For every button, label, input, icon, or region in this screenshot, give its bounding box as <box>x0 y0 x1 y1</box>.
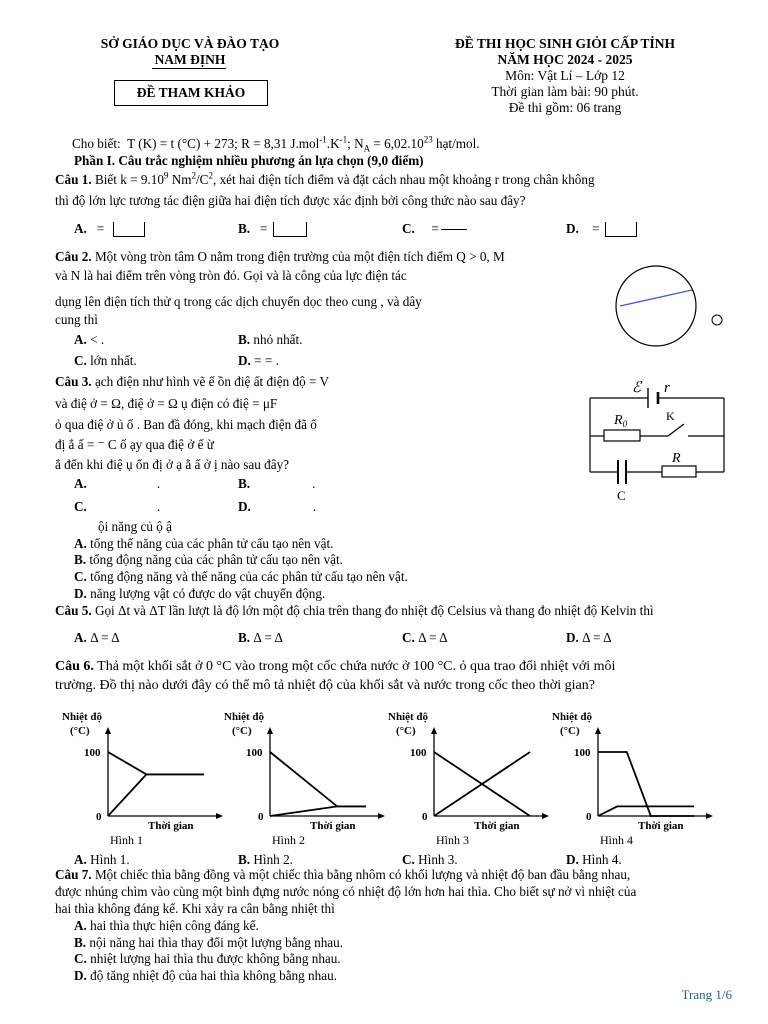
q7-option-d[interactable]: D. độ tăng nhiệt độ của hai thìa không bằng nhau. <box>74 968 337 983</box>
part1-title: Phần I. Câu trắc nghiệm nhiều phương án lựa chọn (9,0 điểm) <box>74 153 424 168</box>
graph-3-tick-0: 0 <box>422 811 428 823</box>
graph-4-xarrow <box>706 813 713 819</box>
given-constants: Cho biết: T (K) = t (°C) + 273; R = 8,31 $J.mol^{-1}.K^{-1}$; $N_A = 6,02.10^{23}$ hạt/mol. <box>72 134 480 154</box>
q7-option-b[interactable]: B. nội năng hai thìa thay đổi một lượng bằng nhau. <box>74 935 344 950</box>
question-7-line-1: Câu 7. Một chiếc thìa bằng đồng và một chiếc thìa bằng nhôm có khối lượng và nhiệt độ ban đầu bằng nhau, <box>55 867 631 882</box>
q1-option-d[interactable]: D. = <box>566 221 637 237</box>
q3-option-b[interactable]: B. . <box>238 476 316 491</box>
question-2-line-4: cung thì <box>55 312 98 327</box>
graph-4-caption: Hình 4 <box>600 833 633 847</box>
graph-3-xarrow <box>542 813 549 819</box>
q3-option-c[interactable]: C. . <box>74 499 161 514</box>
q1-option-c[interactable]: C. = <box>402 221 469 237</box>
question-1-line-1: Câu 1. Biết $k = 9.10^9$ $Nm^2/C^2$, xét hai điện tích điểm và đặt cách nhau một khoảng r trong chân không <box>55 170 595 187</box>
q6-option-a[interactable]: A. Hình 1. <box>74 852 130 867</box>
department-line-2: NAM ĐỊNH <box>154 52 226 67</box>
exam-time: Thời gian làm bài: 90 phút. <box>491 84 639 99</box>
graph-4-tick-0: 0 <box>586 811 592 823</box>
question-2-line-1: Câu 2. Một vòng tròn tâm O nằm trong điện trường của một điện tích điểm Q > 0, M <box>55 249 505 264</box>
graph-1-ylabel: Nhiệt độ <box>62 711 103 723</box>
graph-4-yunit: (°C) <box>560 725 580 737</box>
graph-3-caption: Hình 3 <box>436 833 469 847</box>
internal-resistance-label: r <box>664 380 670 396</box>
q2-option-b[interactable]: B. nhỏ nhất. <box>238 332 303 347</box>
graph-2-yunit: (°C) <box>232 725 252 737</box>
fraction-bar <box>441 229 467 230</box>
exam-subject: Môn: Vật Lí – Lớp 12 <box>505 68 625 83</box>
graph-3-tick-100: 100 <box>410 747 427 759</box>
graph-4-xlabel: Thời gian <box>638 820 684 832</box>
question-2-line-3: dụng lên điện tích thử q trong các dịch chuyển dọc theo cung , và dây <box>55 294 422 309</box>
q6-graphs <box>56 706 736 852</box>
graph-3-ylabel: Nhiệt độ <box>388 711 429 723</box>
q4-option-d[interactable]: D. năng lượng vật có được do vật chuyển động. <box>74 586 326 601</box>
graph-4-ylabel: Nhiệt độ <box>552 711 593 723</box>
q3-option-a[interactable]: A. . <box>74 476 161 491</box>
header-underline <box>152 68 226 69</box>
q5-option-b[interactable]: B. Δ = Δ <box>238 630 283 645</box>
r-label: R <box>672 451 681 466</box>
graph-1-yarrow <box>105 727 111 734</box>
graph-2-curve-2 <box>270 806 366 816</box>
chord-line <box>620 290 692 306</box>
q6-option-d[interactable]: D. Hình 4. <box>566 852 622 867</box>
q6-option-b[interactable]: B. Hình 2. <box>238 852 293 867</box>
q6-option-c[interactable]: C. Hình 3. <box>402 852 458 867</box>
question-5-text: Câu 5. Gọi Δt và ΔT lần lượt là độ lớn một độ chia trên thang đo nhiệt độ Celsius và thang đo nhiệt độ Kelvin thì <box>55 603 654 618</box>
q2-option-a[interactable]: A. < . <box>74 332 105 347</box>
circuit-diagram <box>584 374 734 504</box>
switch-k <box>668 424 684 436</box>
graph-3-xlabel: Thời gian <box>474 820 520 832</box>
graph-4-yarrow <box>595 727 601 734</box>
emf-symbol: ℰ <box>632 380 642 396</box>
abs-value-fraction <box>113 222 145 237</box>
graph-3-yunit: (°C) <box>396 725 416 737</box>
q5-option-a[interactable]: A. Δ = Δ <box>74 630 120 645</box>
graph-2-curve-1 <box>270 752 366 806</box>
question-6-line-1: Câu 6. Thả một khối sắt ở 0 °C vào trong một cốc chứa nước ở 100 °C. ỏ qua trao đổi nhiệt với môi <box>55 659 616 674</box>
graph-2-xarrow <box>378 813 385 819</box>
exam-title: ĐỀ THI HỌC SINH GIỎI CẤP TỈNH <box>454 36 676 51</box>
q6-graphs-svg <box>56 706 736 852</box>
q4-option-b[interactable]: B. tổng động năng của các phân tử cấu tạo nên vật. <box>74 552 343 567</box>
graph-3-yarrow <box>431 727 437 734</box>
school-year: NĂM HỌC 2024 - 2025 <box>497 52 633 67</box>
graph-1-tick-100: 100 <box>84 747 101 759</box>
q7-option-a[interactable]: A. hai thìa thực hiện công đáng kể. <box>74 918 259 933</box>
graph-1-xarrow <box>216 813 223 819</box>
q5-option-c[interactable]: C. Δ = Δ <box>402 630 448 645</box>
q5-option-d[interactable]: D. Δ = Δ <box>566 630 612 645</box>
graph-2-caption: Hình 2 <box>272 833 305 847</box>
graph-1-tick-0: 0 <box>96 811 102 823</box>
question-4-stem: ội năng củ ộ ậ <box>98 519 172 534</box>
exam-header <box>385 36 745 116</box>
field-circle <box>616 266 696 346</box>
graph-4-tick-100: 100 <box>574 747 591 759</box>
circle-field-diagram <box>608 256 728 356</box>
reference-exam-box: ĐỀ THAM KHẢO <box>114 80 268 106</box>
q2-option-d[interactable]: D. = = . <box>238 353 279 368</box>
question-7-line-2: được nhúng chìm vào cùng một bình đựng nước nóng có nhiệt độ lớn hơn hai thìa. Cho biết sự nở vì nhiệt của <box>55 884 637 899</box>
q4-option-c[interactable]: C. tổng động năng và thế năng của các phân tử cấu tạo nên vật. <box>74 569 408 584</box>
question-3-line-1: Câu 3. ạch điện như hình vẽ ế ồn điệ ất điện độ = V <box>55 374 330 389</box>
capacitor-label: C <box>617 488 626 503</box>
page-number: Trang 1/6 <box>681 987 732 1002</box>
q7-option-c[interactable]: C. nhiệt lượng hai thìa thu được không bằng nhau. <box>74 951 341 966</box>
graph-2-ylabel: Nhiệt độ <box>224 711 265 723</box>
exam-page-count: Đề thi gồm: 06 trang <box>508 100 622 115</box>
question-3-line-2: và điệ ở = Ω, điệ ở = Ω ụ điện có điệ = μF <box>55 396 278 411</box>
r0-label: $R_0$ <box>614 413 628 429</box>
graph-2-tick-100: 100 <box>246 747 263 759</box>
graph-1-xlabel: Thời gian <box>148 820 194 832</box>
resistor-r <box>662 466 696 477</box>
graph-1-caption: Hình 1 <box>110 833 143 847</box>
graph-2-xlabel: Thời gian <box>310 820 356 832</box>
question-3-line-3: ỏ qua điệ ở ủ ố . Ban đầ đóng, khi mạch điện đã ổ <box>55 417 317 432</box>
department-line-1: SỞ GIÁO DỤC VÀ ĐÀO TẠO <box>100 36 280 51</box>
question-7-line-3: hai thìa không đáng kể. Khi xảy ra cân bằng nhiệt thì <box>55 901 335 916</box>
graph-1-yunit: (°C) <box>70 725 90 737</box>
switch-label: K <box>666 409 675 423</box>
q1-option-a[interactable]: A. = <box>74 221 145 237</box>
graph-4-curve-2 <box>598 806 694 816</box>
resistor-r0 <box>604 430 640 441</box>
q2-option-c[interactable]: C. lớn nhất. <box>74 353 137 368</box>
department-header <box>70 36 310 68</box>
q1-option-b[interactable]: B. = <box>238 221 307 237</box>
question-2-line-2: và N là hai điểm trên vòng tròn đó. Gọi và là công của lực điện tác <box>55 268 407 283</box>
question-1-line-2: thì độ lớn lực tương tác điện giữa hai điện tích được xác định bởi công thức nào sau đây? <box>55 193 526 208</box>
abs-value-fraction <box>605 222 637 237</box>
graph-1-curve-1 <box>108 752 204 774</box>
graph-1-curve-2 <box>108 774 204 816</box>
q4-option-a[interactable]: A. tổng thế năng của các phân tử cấu tạo nên vật. <box>74 536 334 551</box>
abs-value-fraction <box>273 222 307 237</box>
question-6-line-2: trường. Đồ thị nào dưới đây có thể mô tả nhiệt độ của khối sắt và nước trong cốc theo thời gian? <box>55 678 595 693</box>
graph-2-yarrow <box>267 727 273 734</box>
question-3-line-5: ắ đến khi điệ ụ ổn đị ở ạ ằ ấ ở ị nào sau đây? <box>55 457 290 472</box>
charge-marker <box>712 315 722 325</box>
q3-option-d[interactable]: D. . <box>238 499 317 514</box>
question-3-line-4: đị ắ ấ = ⁻ C ố ạy qua điệ ở ế ừ <box>55 437 214 452</box>
graph-2-tick-0: 0 <box>258 811 264 823</box>
